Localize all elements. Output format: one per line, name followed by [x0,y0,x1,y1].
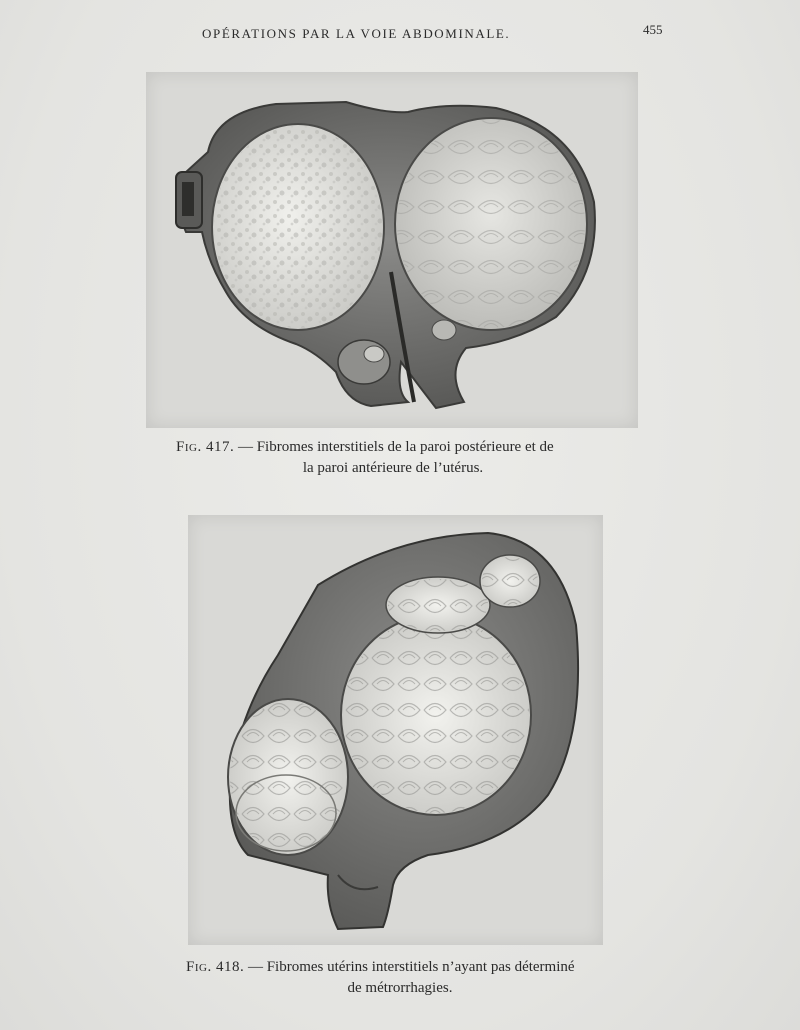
figure-418-caption-line-1 [160,957,640,978]
figure-417-label: Fig. 417. [176,439,235,455]
page-number: 455 [643,22,663,37]
figure-417-caption-line-1 [150,437,636,458]
figure-418-illustration [188,515,603,945]
running-head [0,22,800,46]
figure-417-caption [150,437,636,479]
figure-417-caption-line-2: la paroi antérieure de l’utérus. [302,460,484,476]
figure-418-label: Fig. 418. [186,959,245,975]
running-title: OPÉRATIONS PAR LA VOIE ABDOMINALE. [202,26,511,41]
figure-418-caption-line-2: de métrorrhagies. [347,980,453,996]
figure-418-plate [188,515,603,945]
figure-418-caption-text-1: — Fibromes utérins interstitiels n’ayant pas déterminé [247,959,575,975]
figure-418-caption [160,957,640,999]
figure-417-caption-text-1: — Fibromes interstitiels de la paroi postérieure et de [237,439,554,455]
figure-417-plate [146,72,638,428]
figure-417-illustration [146,72,638,428]
